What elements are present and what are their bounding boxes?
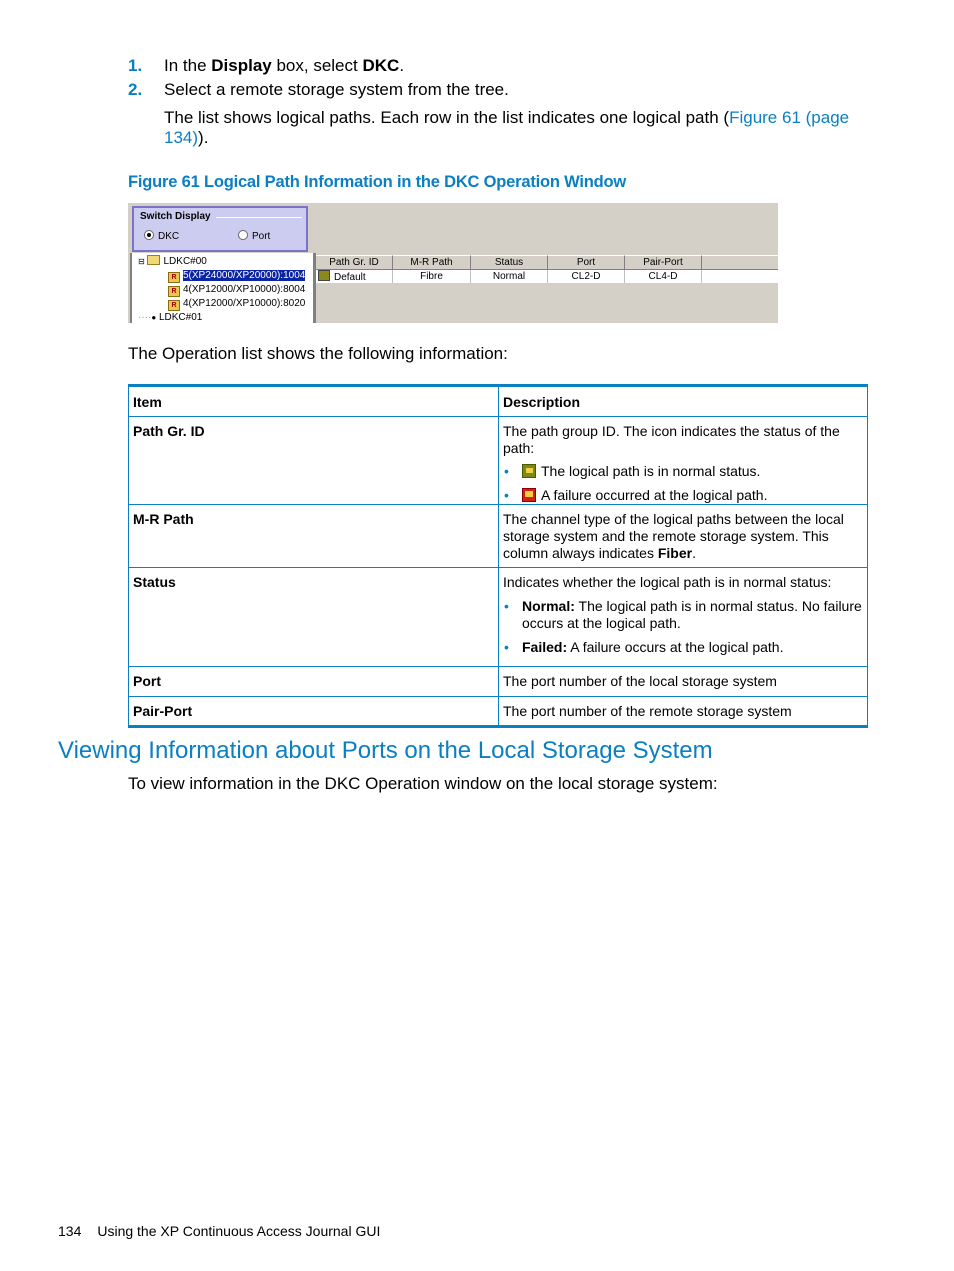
- column-header-empty: [702, 255, 778, 270]
- step-number: 1.: [128, 56, 143, 75]
- section-heading: Viewing Information about Ports on the Local Storage System: [58, 737, 713, 764]
- tree-node-selected[interactable]: R 5(XP24000/XP20000):1004: [168, 269, 305, 282]
- tree-node[interactable]: R 4(XP12000/XP10000):8004: [168, 283, 305, 296]
- step-1: 1. In the Display box, select DKC.: [128, 56, 405, 75]
- table-row: [129, 417, 868, 505]
- table-cell[interactable]: CL4-D: [625, 270, 702, 283]
- tree-node[interactable]: ⊟ LDKC#00: [138, 256, 207, 267]
- radio-unselected-icon: [238, 230, 248, 240]
- step-2: 2. Select a remote storage system from the tree.: [128, 80, 509, 99]
- page-link[interactable]: 134): [164, 128, 199, 147]
- column-header[interactable]: M-R Path: [393, 255, 471, 270]
- table-cell[interactable]: CL2-D: [548, 270, 625, 283]
- list-item: • A failure occurred at the logical path.: [503, 487, 863, 504]
- list-item: • The logical path is in normal status.: [503, 463, 863, 480]
- bold-term: Display: [211, 56, 272, 75]
- radio-selected-icon: [144, 230, 154, 240]
- header-item: Item: [129, 386, 499, 417]
- dkc-operation-screenshot: [128, 203, 778, 323]
- list-item: • Failed: A failure occurs at the logical path.: [503, 639, 863, 656]
- row-description: The port number of the local storage system: [499, 667, 868, 697]
- tree-node[interactable]: R 4(XP12000/XP10000):8020: [168, 297, 305, 310]
- list-item: • Normal: The logical path is in normal status. No failure occurs at the logical path.: [503, 598, 863, 632]
- bold-term: DKC: [362, 56, 400, 75]
- table-cell-empty: [702, 270, 778, 283]
- switch-display-box: [132, 206, 308, 252]
- path-failure-icon: [522, 488, 536, 502]
- table-cell[interactable]: Fibre: [393, 270, 471, 283]
- column-header[interactable]: Path Gr. ID: [316, 255, 393, 270]
- intro-text: The Operation list shows the following information:: [128, 344, 508, 363]
- column-header[interactable]: Status: [471, 255, 548, 270]
- remote-storage-icon: R: [168, 286, 180, 297]
- row-item: Port: [129, 667, 499, 697]
- path-normal-icon: [522, 464, 536, 478]
- path-normal-icon: [318, 270, 330, 281]
- step-note: The list shows logical paths. Each row in the list indicates one logical path (Figure 61 (page 134)).: [164, 108, 850, 147]
- table-header-row: [129, 386, 868, 417]
- header-description: Description: [499, 386, 868, 417]
- radio-port[interactable]: Port: [238, 230, 270, 242]
- row-description: The channel type of the logical paths between the local storage system and the remote storage system. This column always indicates Fiber.: [499, 505, 868, 568]
- switch-display-title: Switch Display: [140, 211, 211, 222]
- table-cell[interactable]: Normal: [471, 270, 548, 283]
- figure-link[interactable]: Figure 61 (page: [729, 108, 850, 127]
- table-row: [129, 505, 868, 568]
- column-header[interactable]: Port: [548, 255, 625, 270]
- step-number: 2.: [128, 80, 143, 99]
- footer-title: Using the XP Continuous Access Journal GUI: [97, 1223, 381, 1239]
- row-description: Indicates whether the logical path is in normal status: • Normal: The logical path is in normal status. No failure occurs at the logical path. • Failed: A failure occurs at the logical path.: [499, 568, 868, 667]
- row-item: Path Gr. ID: [129, 417, 499, 505]
- table-row: [129, 697, 868, 727]
- table-cell[interactable]: Default: [316, 270, 393, 283]
- table-row: [129, 568, 868, 667]
- row-item: Status: [129, 568, 499, 667]
- page-footer: [58, 1223, 380, 1239]
- row-item: Pair-Port: [129, 697, 499, 727]
- section-intro: To view information in the DKC Operation window on the local storage system:: [128, 774, 718, 793]
- storage-tree: [130, 253, 315, 323]
- row-item: M-R Path: [129, 505, 499, 568]
- logical-path-list: [314, 253, 778, 323]
- page-number: 134: [58, 1223, 82, 1239]
- folder-icon: [147, 255, 160, 265]
- remote-storage-icon: R: [168, 300, 180, 311]
- remote-storage-icon: R: [168, 272, 180, 283]
- table-row: [129, 667, 868, 697]
- row-description: The path group ID. The icon indicates the status of the path: • The logical path is in normal status. • A failure occurred at the logical path.: [499, 417, 868, 505]
- column-header[interactable]: Pair-Port: [625, 255, 702, 270]
- info-table: [128, 384, 868, 728]
- tree-node[interactable]: ····● LDKC#01: [138, 312, 203, 323]
- row-description: The port number of the remote storage system: [499, 697, 868, 727]
- figure-caption: Figure 61 Logical Path Information in the DKC Operation Window: [128, 173, 627, 191]
- radio-dkc[interactable]: DKC: [144, 230, 179, 242]
